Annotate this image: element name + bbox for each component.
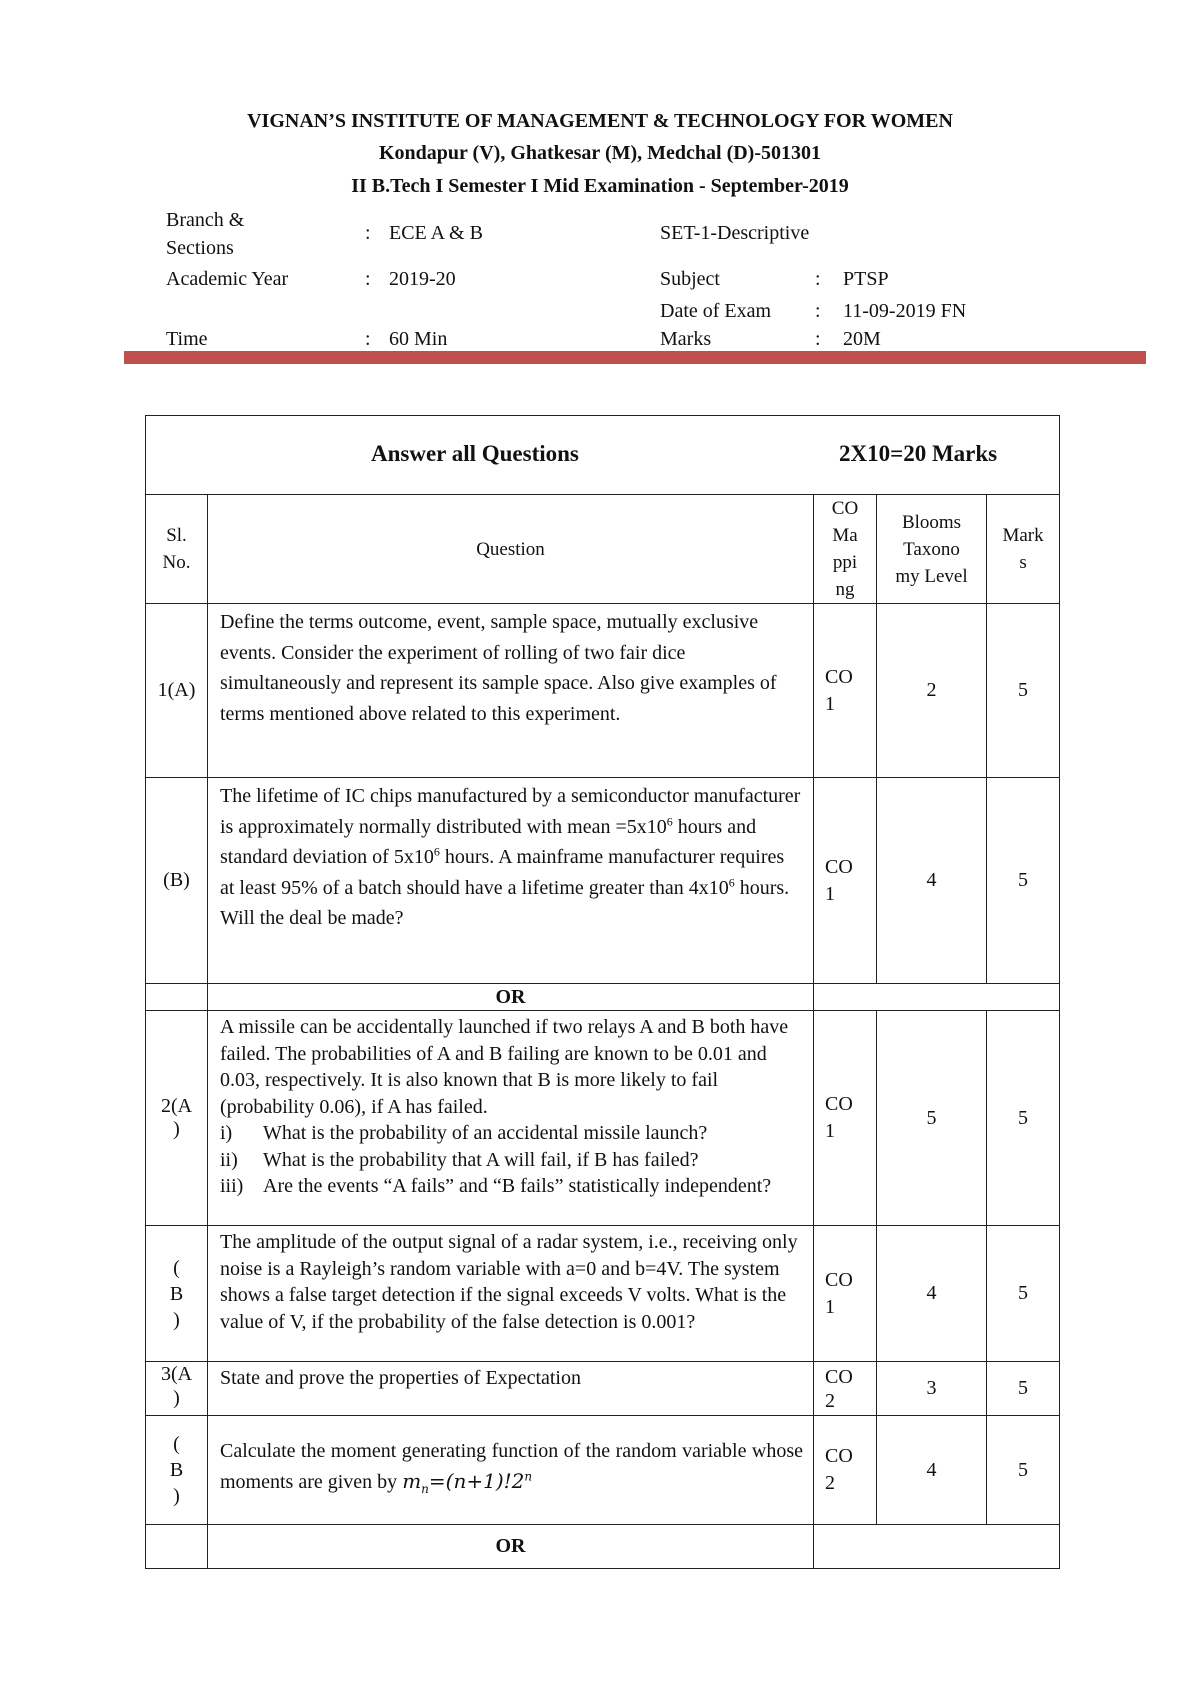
header-marks: Mark s [987,495,1060,604]
header-blooms-level: Blooms Taxono my Level [877,495,987,604]
time-label: Time [166,328,208,350]
co-mapping: CO 2 [814,1416,877,1525]
date-value: 11-09-2019 FN [843,300,967,322]
exam-title: II B.Tech I Semester I Mid Examination - September-2019 [351,175,849,197]
table-row [146,1416,1060,1525]
marks: 5 [987,1362,1060,1416]
year-sep: : [365,268,371,290]
question-text: The lifetime of IC chips manufactured by a semiconductor manufacturer is approximately normally distributed with mean $=5x10^6$ hours and standard deviation of $5x10^6$ hours. A mainframe manufacturer requires at least 95% of a batch should have a lifetime greater than $4x10^6$ hours. Will the deal be made? [208,778,814,984]
header-divider [124,351,1146,364]
marks: 5 [987,1226,1060,1362]
marks-value: 20M [843,328,881,350]
header-question: Question [208,495,814,604]
question-number: 1(A) [146,604,208,778]
blooms-level: 4 [877,778,987,984]
marks: 5 [987,604,1060,778]
blooms-level: 4 [877,1226,987,1362]
total-marks: 2X10=20 Marks [839,441,998,466]
table-header-row [146,495,1060,604]
sub-question: iii) Are the events “A fails” and “B fails” statistically independent? [220,1175,772,1197]
instruction-text: Answer all Questions [371,441,579,466]
co-mapping: CO 1 [814,604,877,778]
question-table [145,415,1060,1569]
year-label: Academic Year [166,268,289,290]
institute-name: VIGNAN’S INSTITUTE OF MANAGEMENT & TECHNOLOGY FOR WOMEN [247,110,953,132]
table-row [146,1011,1060,1226]
question-number: 2(A ) [146,1011,208,1226]
blooms-level: 2 [877,604,987,778]
or-row [146,984,1060,1011]
table-row [146,1226,1060,1362]
instruction-row [146,416,1060,495]
question-text: A missile can be accidentally launched if two relays A and B both have failed. The probabilities of A and B failing are known to be 0.01 and 0.03, respectively. It is also known that B is more likely to fail (probability 0.06), if A has failed. i) What is the probability of an accidental missile launch? ii) What is the probability that A will fail, if B has failed? iii) Are the events “A fails” and “B fails” statistically independent? [208,1011,814,1226]
sub-question-list [220,1120,803,1200]
institute-address: Kondapur (V), Ghatkesar (M), Medchal (D)-501301 [378,142,822,164]
co-mapping: CO 2 [814,1362,877,1416]
question-number: (B) [146,778,208,984]
question-number: ( B ) [146,1226,208,1362]
marks-label: Marks [660,328,712,350]
year-value: 2019-20 [389,268,456,290]
header-sl-no: Sl. No. [146,495,208,604]
question-number: ( B ) [146,1416,208,1525]
table-row [146,778,1060,984]
time-sep: : [365,328,371,350]
question-text: State and prove the properties of Expectation [208,1362,814,1416]
date-sep: : [815,300,821,322]
question-text: The amplitude of the output signal of a radar system, i.e., receiving only noise is a Rayleigh’s random variable with a=0 and b=4V. The system shows a false target detection if the signal exceeds V volts. What is the value of V, if the probability of the false detection is 0.001? [208,1226,814,1362]
or-label: OR [208,984,814,1011]
branch-label: Branch & Sections [166,209,245,259]
blooms-level: 4 [877,1416,987,1525]
blooms-level: 5 [877,1011,987,1226]
time-value: 60 Min [389,328,448,350]
sub-question: ii) What is the probability that A will fail, if B has failed? [220,1148,699,1171]
question-text: Define the terms outcome, event, sample space, mutually exclusive events. Consider the experiment of rolling of two fair dice simultaneously and represent its sample space. Also give examples of terms mentioned above related to this experiment. [208,604,814,778]
branch-value: ECE A & B [389,222,483,244]
branch-sep: : [365,222,371,244]
question-text: Calculate the moment generating function of the random variable whose moments are given by $m_n=(n+1)!2^n$ [208,1416,814,1525]
co-mapping: CO 1 [814,778,877,984]
set-label: SET-1-Descriptive [660,222,810,244]
marks: 5 [987,1011,1060,1226]
mgf-formula: $m_n=(n+1)!2^n$ [402,1469,533,1496]
marks: 5 [987,778,1060,984]
marks-sep: : [815,328,821,350]
question-number: 3(A ) [146,1362,208,1416]
marks: 5 [987,1416,1060,1525]
table-row [146,1362,1060,1416]
subject-value: PTSP [843,268,889,290]
co-mapping: CO 1 [814,1011,877,1226]
sub-question: i) What is the probability of an accidental missile launch? [220,1122,708,1144]
or-label: OR [208,1525,814,1569]
header-co-mapping: CO Ma ppi ng [814,495,877,604]
date-label: Date of Exam [660,300,772,322]
or-row [146,1525,1060,1569]
blooms-level: 3 [877,1362,987,1416]
table-row [146,604,1060,778]
co-mapping: CO 1 [814,1226,877,1362]
subject-sep: : [815,268,821,290]
subject-label: Subject [660,268,720,290]
